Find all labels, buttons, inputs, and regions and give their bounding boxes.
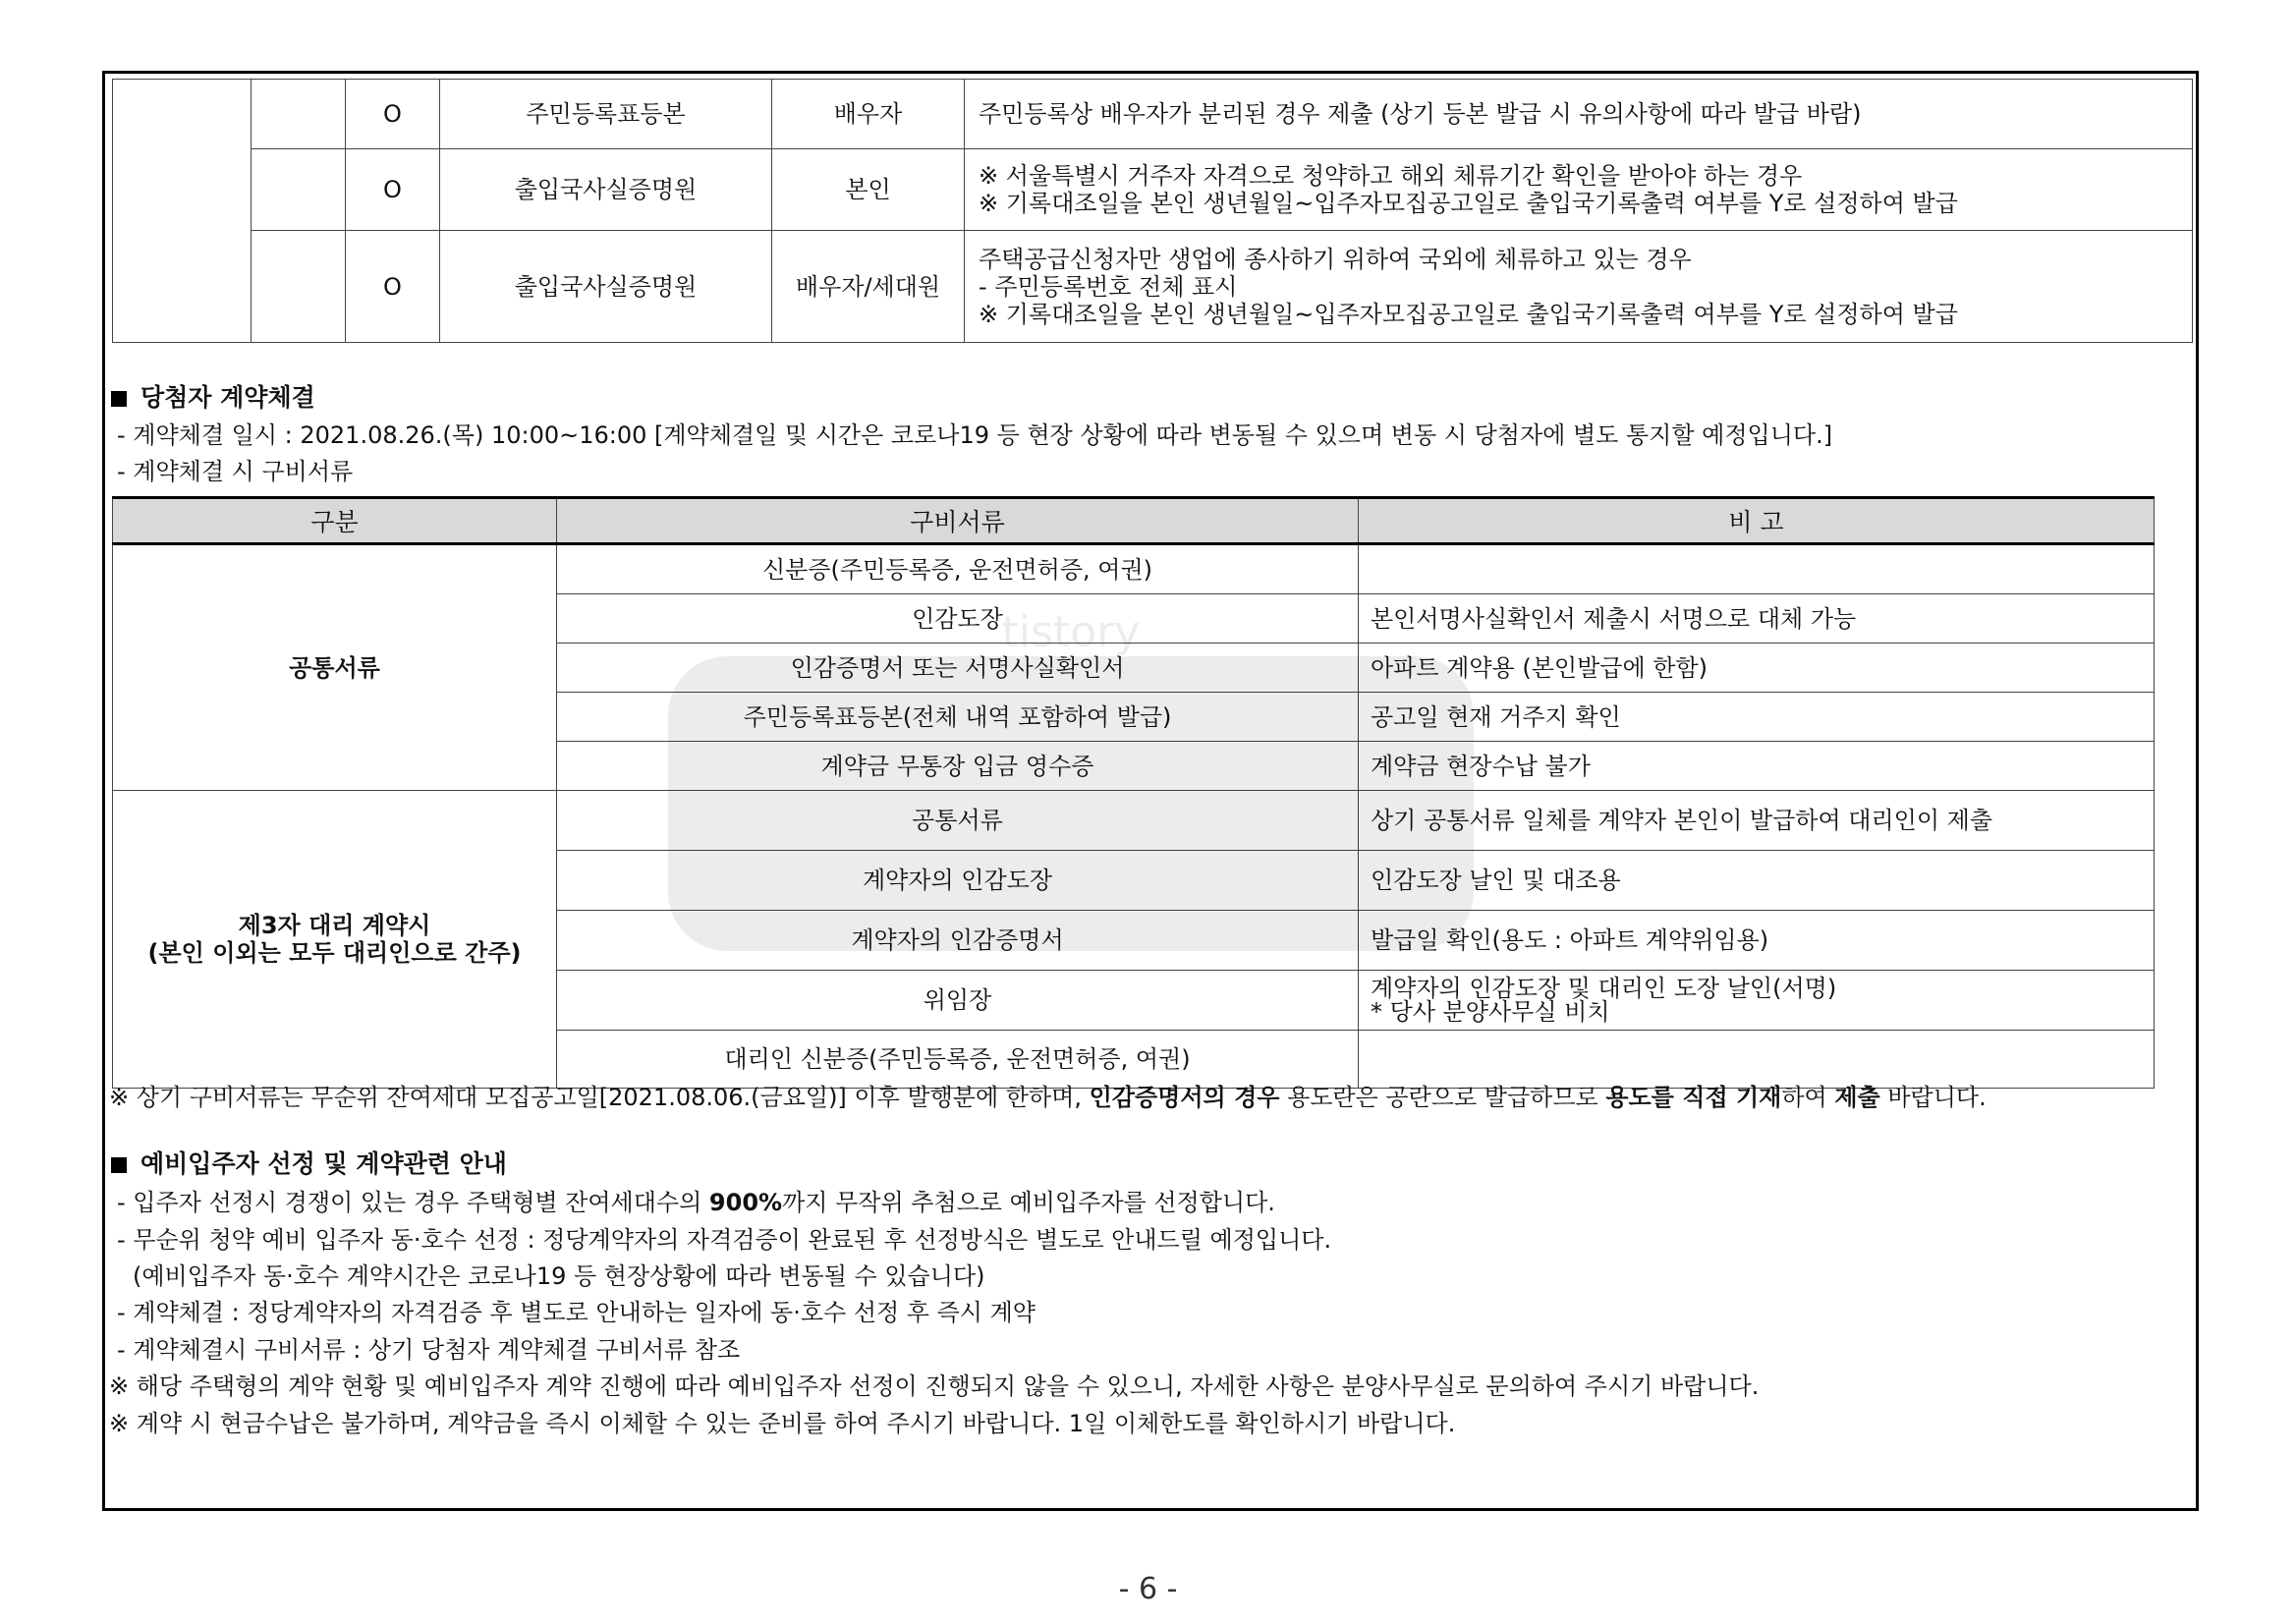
square-bullet-icon [111, 391, 127, 407]
empty-cell [252, 149, 346, 231]
note-cell [965, 80, 2193, 149]
document-name: 대리인 신분증(주민등록증, 운전면허증, 여권) [557, 1031, 1359, 1089]
empty-cell [252, 231, 346, 343]
table-row [113, 149, 2193, 231]
note-cell [965, 231, 2193, 343]
category-proxy [113, 791, 557, 1089]
mark-cell: O [346, 149, 440, 231]
document-name: 출입국사실증명원 [440, 149, 772, 231]
mark-cell: O [346, 231, 440, 343]
reserve-note: ※ 계약 시 현금수납은 불가하며, 계약금을 즉시 이체할 수 있는 준비를 하여 주시기 바랍니다. 1일 이체한도를 확인하시기 바랍니다. [109, 1410, 1456, 1437]
document-name: 출입국사실증명원 [440, 231, 772, 343]
column-header: 비 고 [1359, 498, 2155, 544]
note-line: - 주민등록번호 전체 표시 [979, 272, 1238, 301]
note-line: 주택공급신청자만 생업에 종사하기 위하여 국외에 체류하고 있는 경우 [979, 245, 1692, 273]
required-documents-table-continued [112, 79, 2193, 343]
document-name: 주민등록표등본 [440, 80, 772, 149]
mark-cell: O [346, 80, 440, 149]
note-line: ※ 기록대조일을 본인 생년월일~입주자모집공고일로 출입국기록출력 여부를 Y로 설정하여 발급 [979, 190, 1958, 217]
table-row [113, 231, 2193, 343]
remark: 계약금 현장수납 불가 [1359, 742, 2155, 791]
remark-line: 계약자의 인감도장 및 대리인 도장 날인(서명) [1371, 975, 1837, 1002]
proxy-label: 제3자 대리 계약시 [238, 912, 431, 939]
square-bullet-icon [111, 1157, 127, 1173]
reserve-line: (예비입주자 동·호수 계약시간은 코로나19 등 현장상황에 따라 변동될 수 있습니다) [133, 1262, 985, 1290]
remark: 공고일 현재 거주지 확인 [1359, 693, 2155, 742]
proxy-label-note: (본인 이외는 모두 대리인으로 간주) [147, 939, 522, 967]
document-name: 신분증(주민등록증, 운전면허증, 여권) [557, 544, 1359, 594]
empty-cell [252, 80, 346, 149]
column-header: 구분 [113, 498, 557, 544]
category-common: 공통서류 [113, 544, 557, 791]
target-person: 배우자 [772, 80, 965, 149]
section-heading-contract: 당첨자 계약체결 [111, 378, 315, 414]
reserve-line: - 무순위 청약 예비 입주자 동·호수 선정 : 정당계약자의 자격검증이 완료된 후 선정방식은 별도로 안내드릴 예정입니다. [117, 1226, 1332, 1254]
remark: 본인서명사실확인서 제출시 서명으로 대체 가능 [1359, 594, 2155, 644]
document-name: 주민등록표등본(전체 내역 포함하여 발급) [557, 693, 1359, 742]
reserve-line: - 계약체결시 구비서류 : 상기 당첨자 계약체결 구비서류 참조 [117, 1336, 741, 1364]
remark [1359, 971, 2155, 1031]
note-cell [965, 149, 2193, 231]
reserve-line: - 계약체결 : 정당계약자의 자격검증 후 별도로 안내하는 일자에 동·호수 선정 후 즉시 계약 [117, 1299, 1036, 1326]
table-row [113, 791, 2155, 851]
table-row [113, 80, 2193, 149]
document-name: 계약자의 인감도장 [557, 851, 1359, 911]
remark: 상기 공통서류 일체를 계약자 본인이 발급하여 대리인이 제출 [1359, 791, 2155, 851]
page-frame [102, 71, 2199, 1511]
remark: 아파트 계약용 (본인발급에 한함) [1359, 644, 2155, 693]
document-name: 공통서류 [557, 791, 1359, 851]
page-number: - 6 - [1118, 1572, 1178, 1606]
contract-docs-title: - 계약체결 시 구비서류 [117, 458, 354, 485]
document-name: 인감증명서 또는 서명사실확인서 [557, 644, 1359, 693]
contract-documents-table [112, 496, 2155, 1089]
table-header-row [113, 498, 2155, 544]
note-line: ※ 서울특별시 거주자 자격으로 청약하고 해외 체류기간 확인을 받아야 하는 경우 [979, 162, 1803, 190]
document-name: 인감도장 [557, 594, 1359, 644]
note-line: ※ 기록대조일을 본인 생년월일~입주자모집공고일로 출입국기록출력 여부를 Y로 설정하여 발급 [979, 300, 1958, 328]
note-line: 주민등록상 배우자가 분리된 경우 제출 (상기 등본 발급 시 유의사항에 따라 발급 바람) [979, 100, 1862, 128]
reserve-note: ※ 해당 주택형의 계약 현황 및 예비입주자 계약 진행에 따라 예비입주자 선정이 진행되지 않을 수 있으니, 자세한 사항은 분양사무실로 문의하여 주시기 바랍니다. [109, 1372, 1760, 1400]
contract-footnote: ※ 상기 구비서류는 무순위 잔여세대 모집공고일[2021.08.06.(금요일)] 이후 발행분에 한하며, 인감증명서의 경우 용도란은 공란으로 발급하므로 용도를 직접 기재하여 제출 바랍니다. [109, 1084, 1987, 1111]
remark-line: * 당사 분양사무실 비치 [1371, 998, 1610, 1026]
watermark-text: tistory [1001, 607, 1141, 657]
remark: 인감도장 날인 및 대조용 [1359, 851, 2155, 911]
remark [1359, 544, 2155, 594]
document-name: 위임장 [557, 971, 1359, 1031]
contract-datetime: - 계약체결 일시 : 2021.08.26.(목) 10:00~16:00 [계약체결일 및 시간은 코로나19 등 현장 상황에 따라 변동될 수 있으며 변동 시 당첨자에 별도 통지할 예정입니다.] [117, 421, 1833, 449]
target-person: 배우자/세대원 [772, 231, 965, 343]
section-heading-reserve: 예비입주자 선정 및 계약관련 안내 [111, 1145, 507, 1180]
category-cell [113, 80, 252, 343]
remark: 발급일 확인(용도 : 아파트 계약위임용) [1359, 911, 2155, 971]
document-name: 계약금 무통장 입금 영수증 [557, 742, 1359, 791]
column-header: 구비서류 [557, 498, 1359, 544]
document-name: 계약자의 인감증명서 [557, 911, 1359, 971]
reserve-line: - 입주자 선정시 경쟁이 있는 경우 주택형별 잔여세대수의 900%까지 무작위 추첨으로 예비입주자를 선정합니다. [117, 1189, 1275, 1216]
table-row [113, 544, 2155, 594]
target-person: 본인 [772, 149, 965, 231]
